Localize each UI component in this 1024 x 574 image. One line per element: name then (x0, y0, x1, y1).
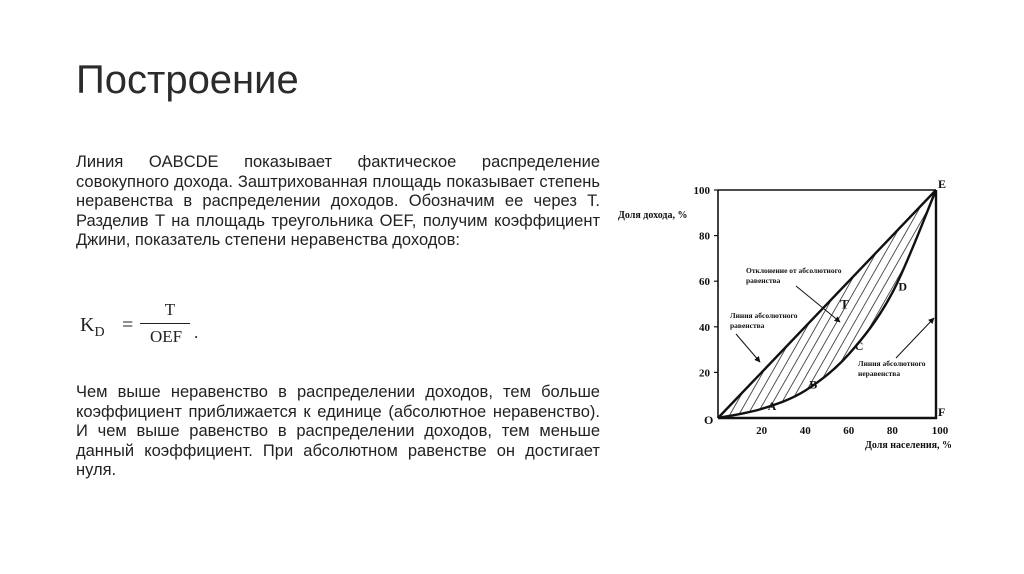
y-tick-label: 60 (699, 276, 710, 289)
hatch-line (890, 190, 990, 418)
formula-numerator: T (164, 300, 176, 319)
y-tick-label: 40 (699, 321, 710, 334)
hatch-line (600, 190, 705, 418)
point-label-f: F (938, 405, 946, 419)
hatch-line (600, 190, 615, 418)
annotation-inequality-line1: Линия абсолютного (858, 359, 926, 368)
point-label-d: D (898, 279, 908, 294)
point-label-o: O (704, 413, 714, 427)
hatch-line (800, 190, 930, 418)
hatch-line (899, 190, 990, 418)
absolute-equality-line (718, 190, 936, 418)
hatch-line (600, 190, 669, 418)
hatch-line (872, 190, 990, 418)
conclusion-paragraph: Чем выше неравенство в распределении доходов, тем больше коэффициент приближается к единице (абсолютное неравенство). И чем выше равенство в распределении доходов, тем меньше данный коэффициент. При абсолютном равенстве он достигает нуля. (76, 383, 600, 480)
annotation-inequality-arrow (896, 318, 934, 358)
hatch-line (600, 190, 624, 418)
formula-denominator: OEF (149, 327, 183, 346)
formula-lhs-subscript: D (94, 325, 105, 340)
hatch-line (602, 190, 732, 418)
point-label-c: C (854, 339, 864, 354)
area-label-t: T (840, 296, 849, 312)
hatch-line (971, 190, 990, 418)
hatch-line (944, 190, 990, 418)
point-label-e: E (938, 177, 947, 191)
hatch-line (600, 190, 723, 418)
hatch-line (600, 190, 678, 418)
hatch-line (647, 190, 777, 418)
y-tick-label: 20 (699, 367, 710, 380)
hatch-line (600, 190, 633, 418)
formula-fraction-bar (140, 323, 190, 324)
formula-equals: = (122, 314, 134, 336)
lorenz-curve-chart (600, 170, 990, 460)
point-label-a: A (767, 398, 777, 413)
x-tick-label: 40 (799, 425, 811, 437)
annotation-deviation-line1: Отклонение от абсолютного (746, 266, 842, 275)
y-tick-label: 80 (699, 230, 710, 243)
x-tick-label: 80 (886, 425, 898, 437)
hatch-line (600, 190, 651, 418)
hatch-line (674, 190, 804, 418)
hatch-line (620, 190, 750, 418)
hatch-line (629, 190, 759, 418)
hatch-line (638, 190, 768, 418)
hatch-line (600, 190, 660, 418)
hatch-line (600, 190, 714, 418)
annotation-inequality-line2: неравенства (858, 369, 901, 378)
hatch-line (917, 190, 990, 418)
hatch-line (863, 190, 990, 418)
hatch-line (600, 190, 687, 418)
x-tick-label: 100 (931, 425, 949, 437)
x-tick-label: 60 (843, 425, 855, 437)
formula-lhs: $K_D$ (80, 314, 105, 340)
hatch-line (611, 190, 741, 418)
hatch-line (665, 190, 795, 418)
y-tick-label: 100 (693, 185, 710, 197)
hatch-line (656, 190, 786, 418)
hatch-line (935, 190, 990, 418)
hatch-line (683, 190, 813, 418)
hatch-line (600, 190, 606, 418)
hatch-line (962, 190, 990, 418)
annotation-deviation-arrow (796, 286, 840, 322)
annotation-equality-line2: равенства (730, 321, 765, 330)
annotation-equality-line1: Линия абсолютного (730, 311, 798, 320)
intro-paragraph: Линия OABCDE показывает фактическое распределение совокупного дохода. Заштрихованная площадь показывает степень неравенства в распределении доходов. Обозначим ее через T. Разделив T на площадь треугольника OEF, получим коэффициент Джини, показатель степени неравенства доходов: (76, 153, 600, 250)
hatch-line (600, 190, 642, 418)
y-axis-label: Доля дохода, % (618, 210, 688, 221)
formula-period: . (194, 323, 199, 342)
hatch-line (908, 190, 990, 418)
x-tick-label: 20 (756, 425, 768, 437)
annotation-equality-arrow (736, 334, 760, 362)
slide-title: Построение (76, 58, 299, 102)
hatch-line (600, 190, 696, 418)
x-axis-label: Доля населения, % (864, 440, 952, 451)
hatch-line (953, 190, 990, 418)
point-label-b: B (809, 377, 818, 392)
shaded-area-t (600, 190, 990, 418)
annotation-deviation-line2: равенства (746, 276, 781, 285)
